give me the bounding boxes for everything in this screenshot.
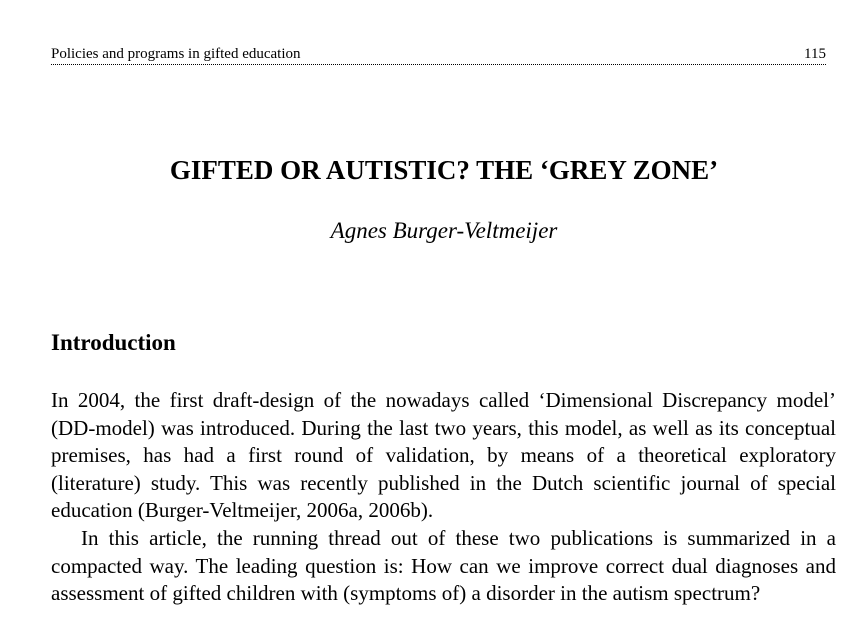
page-number: 115 [804, 46, 826, 62]
paragraph-2: In this article, the running thread out of these two publications is summarized in a compacted way. The leading question is: How can we improve correct dual diagnoses and assessment of gifted children with (symptoms of) a disorder in the autism spectrum? [51, 525, 836, 606]
article-title: GIFTED OR AUTISTIC? THE ‘GREY ZONE’ [169, 155, 719, 185]
paragraph-1: In 2004, the first draft-design of the nowadays called ‘Dimensional Discrepancy model’ (DD-model) was introduced. During the last two years, this model, as well as its conceptual premises, has had a first round of validation, by means of a theoretical exploratory (literature) study. This was recently published in the Dutch scientific journal of special education (Burger-Veltmeijer, 2006a, 2006b). [51, 388, 836, 523]
body-text [51, 387, 836, 608]
running-title: Policies and programs in gifted education [51, 46, 301, 62]
running-header [51, 44, 826, 65]
section-heading: Introduction [51, 330, 176, 355]
article-author: Agnes Burger-Veltmeijer [330, 218, 558, 243]
